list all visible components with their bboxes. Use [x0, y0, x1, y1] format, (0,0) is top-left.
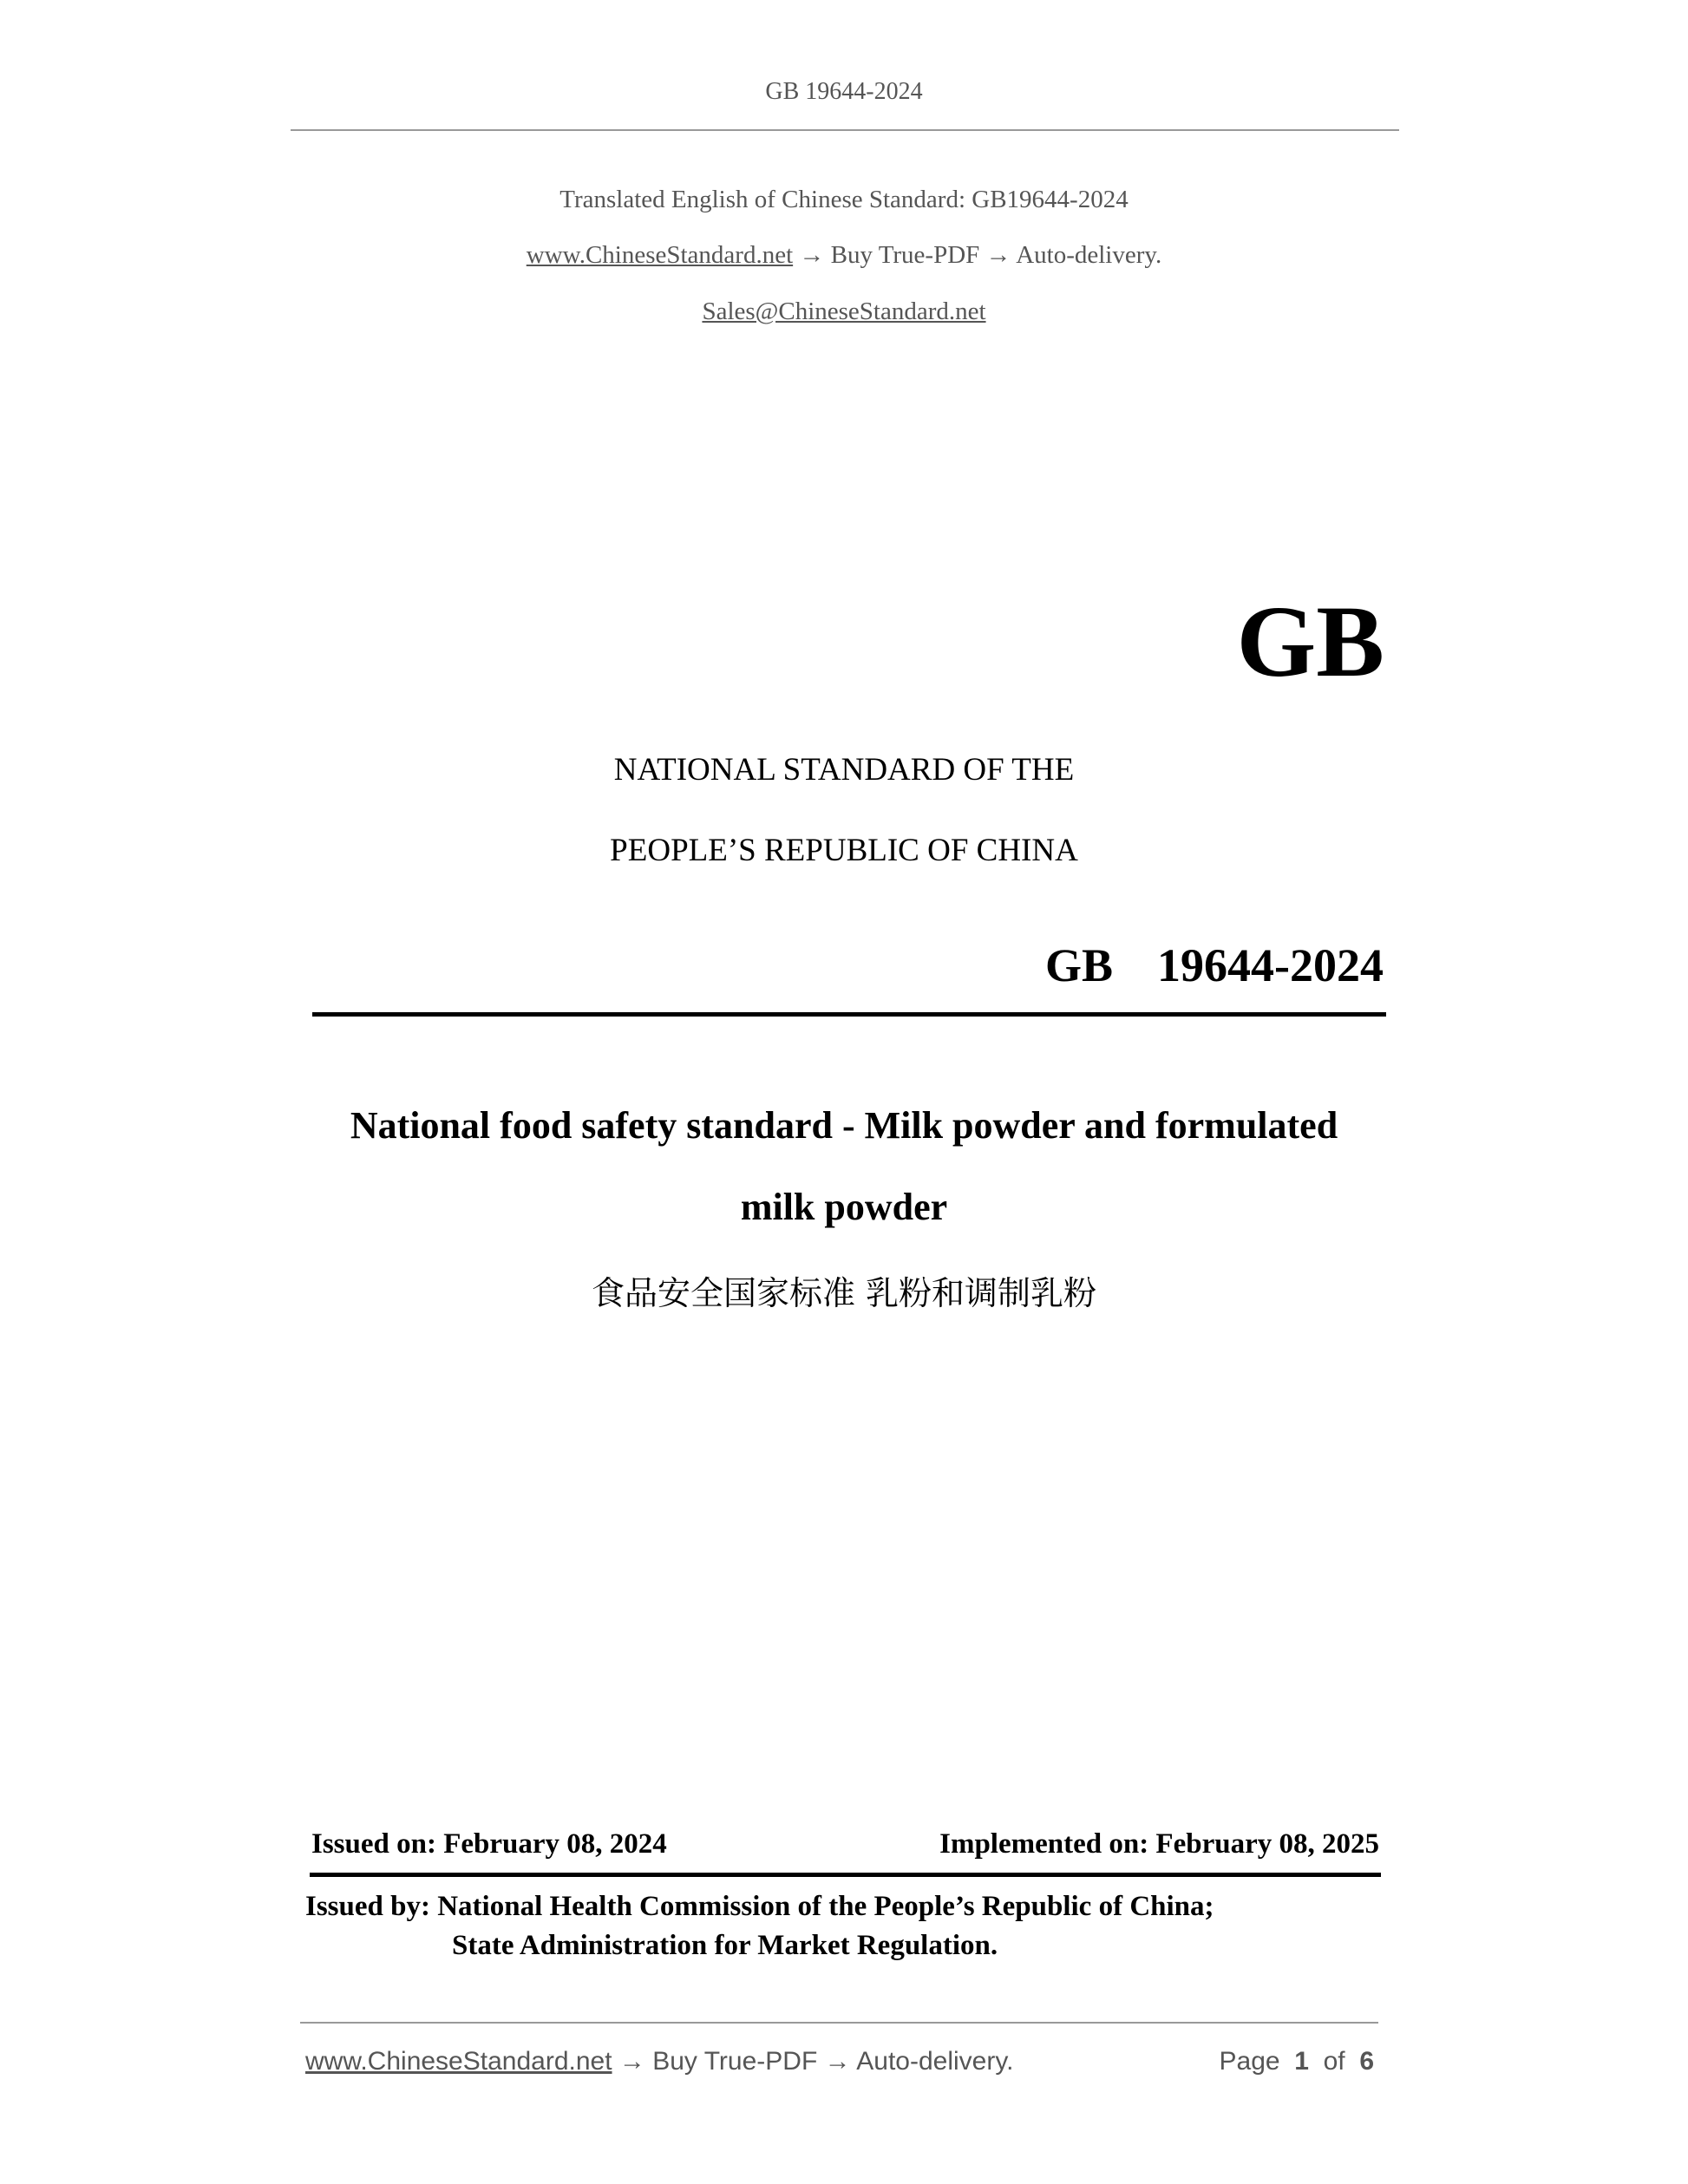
email-line: [0, 298, 1688, 326]
code-rule: [312, 1012, 1386, 1017]
issued-on: Issued on: February 08, 2024: [311, 1828, 667, 1860]
email-link[interactable]: Sales@ChineseStandard.net: [702, 298, 986, 325]
national-line-2: PEOPLE’S REPUBLIC OF CHINA: [610, 833, 1078, 868]
title-line-1: National food safety standard - Milk powder and formulated: [350, 1104, 1338, 1147]
site-link[interactable]: www.ChineseStandard.net: [526, 241, 794, 269]
page-current: 1: [1294, 2047, 1309, 2076]
standard-code: GB 19644-2024: [1044, 939, 1384, 991]
running-header: GB 19644-2024: [765, 78, 923, 105]
footer-buy-text: → Buy True-PDF → Auto-delivery.: [612, 2047, 1014, 2076]
title-chinese: 食品安全国家标准 乳粉和调制乳粉: [591, 1274, 1097, 1312]
footer-rule: [300, 2022, 1378, 2024]
dates-rule: [310, 1873, 1381, 1877]
footer-purchase-line: [305, 2047, 1013, 2076]
page-label: Page: [1219, 2047, 1280, 2076]
national-line-1: NATIONAL STANDARD OF THE: [613, 752, 1075, 788]
page-total: 6: [1359, 2047, 1374, 2076]
implemented-on: Implemented on: February 08, 2025: [939, 1828, 1379, 1860]
issued-by-line-2: State Administration for Market Regulation.: [452, 1930, 998, 1961]
issued-by-line-1: Issued by: National Health Commission of the People’s Republic of China;: [305, 1891, 1214, 1922]
buy-text: → Buy True-PDF → Auto-delivery.: [793, 241, 1162, 269]
page-indicator: [1220, 2047, 1375, 2076]
footer-site-link[interactable]: www.ChineseStandard.net: [305, 2047, 612, 2076]
page-of: of: [1323, 2047, 1345, 2076]
gb-mark: GB: [1236, 585, 1384, 698]
header-rule: [291, 129, 1399, 131]
title-line-2: milk powder: [740, 1186, 948, 1228]
translated-note: Translated English of Chinese Standard: GB19644-2024: [559, 186, 1129, 213]
purchase-line: [0, 241, 1688, 270]
